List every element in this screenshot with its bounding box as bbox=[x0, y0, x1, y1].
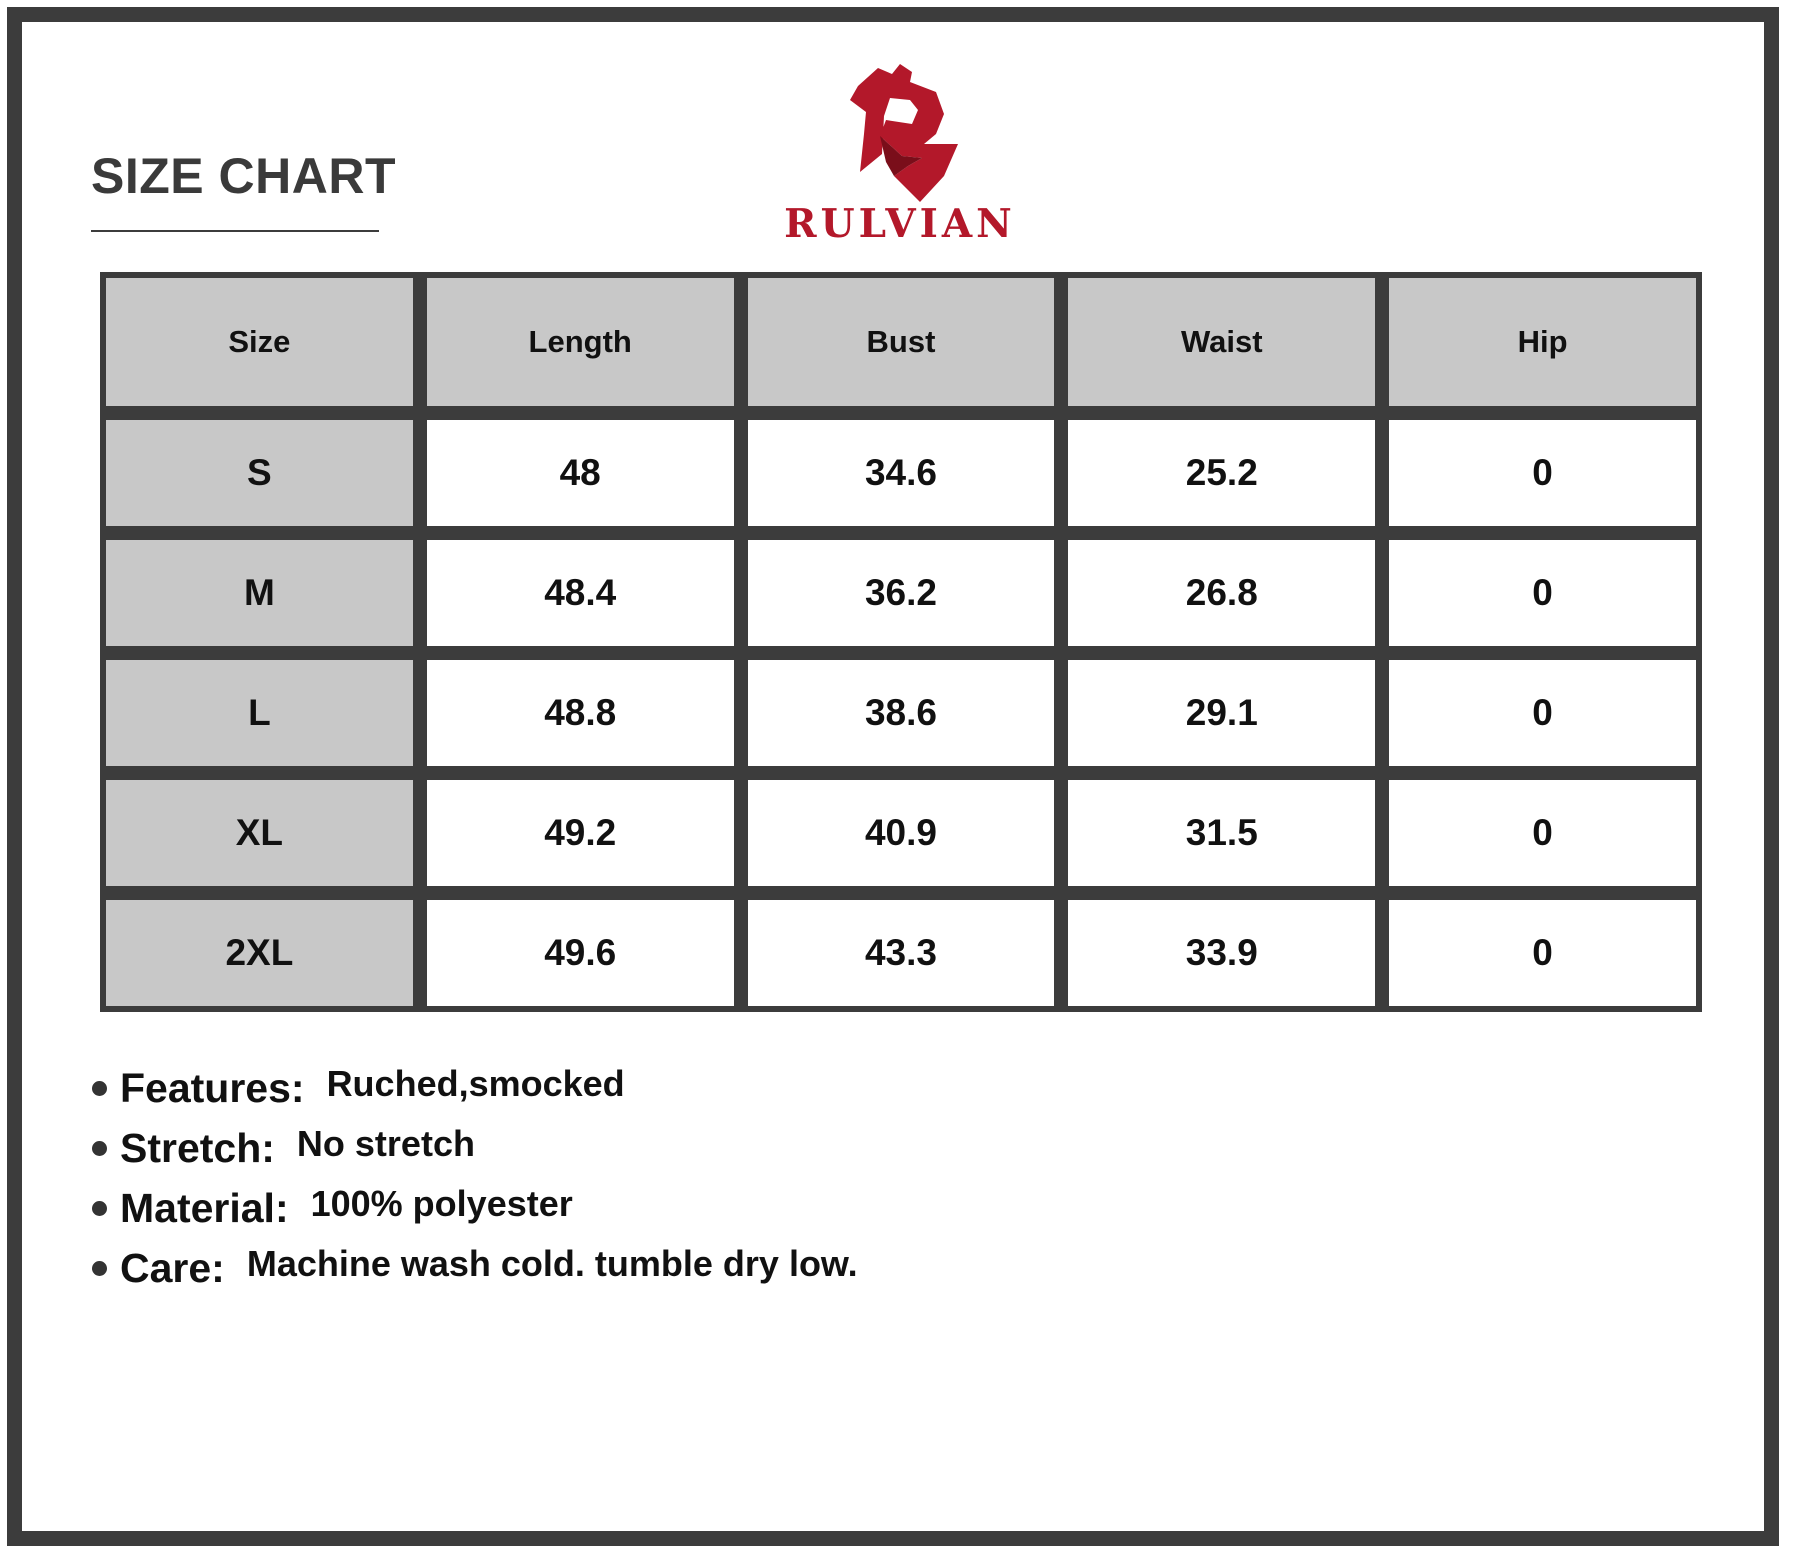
table-cell-bust: 40.9 bbox=[748, 780, 1055, 886]
table-cell-size: XL bbox=[106, 780, 413, 886]
material-label: Material: bbox=[120, 1184, 289, 1231]
list-item bbox=[90, 1238, 858, 1298]
feature-value: Ruched,smocked bbox=[326, 1063, 625, 1104]
table-cell-length: 49.6 bbox=[427, 900, 734, 1006]
table-cell-hip: 0 bbox=[1389, 540, 1696, 646]
size-table bbox=[100, 272, 1702, 1012]
column-header-length: Length bbox=[427, 278, 734, 406]
table-cell-size: S bbox=[106, 420, 413, 526]
bullet-icon bbox=[92, 1201, 107, 1216]
table-cell-size: 2XL bbox=[106, 900, 413, 1006]
table-cell-hip: 0 bbox=[1389, 660, 1696, 766]
column-header-waist: Waist bbox=[1068, 278, 1375, 406]
bullet-icon bbox=[92, 1141, 107, 1156]
table-cell-waist: 29.1 bbox=[1068, 660, 1375, 766]
bullet-icon bbox=[92, 1081, 107, 1096]
column-header-hip: Hip bbox=[1389, 278, 1696, 406]
bullet-icon bbox=[92, 1261, 107, 1276]
table-cell-bust: 38.6 bbox=[748, 660, 1055, 766]
column-header-size: Size bbox=[106, 278, 413, 406]
stretch-label: Stretch: bbox=[120, 1124, 275, 1171]
table-cell-length: 49.2 bbox=[427, 780, 734, 886]
table-cell-length: 48.4 bbox=[427, 540, 734, 646]
table-cell-size: L bbox=[106, 660, 413, 766]
list-item bbox=[90, 1178, 858, 1238]
column-header-bust: Bust bbox=[748, 278, 1055, 406]
table-cell-bust: 43.3 bbox=[748, 900, 1055, 1006]
stretch-value: No stretch bbox=[296, 1123, 475, 1164]
care-label: Care: bbox=[120, 1244, 225, 1291]
rulvian-r-logo-icon bbox=[840, 64, 970, 204]
feature-list bbox=[90, 1058, 858, 1298]
brand-logo bbox=[780, 64, 1030, 254]
list-item bbox=[90, 1118, 858, 1178]
brand-name: RULVIAN bbox=[784, 201, 1016, 247]
table-cell-hip: 0 bbox=[1389, 780, 1696, 886]
table-cell-length: 48.8 bbox=[427, 660, 734, 766]
table-cell-length: 48 bbox=[427, 420, 734, 526]
table-cell-bust: 34.6 bbox=[748, 420, 1055, 526]
table-cell-bust: 36.2 bbox=[748, 540, 1055, 646]
feature-label: Features: bbox=[120, 1064, 305, 1111]
care-value: Machine wash cold. tumble dry low. bbox=[246, 1243, 858, 1284]
table-cell-waist: 33.9 bbox=[1068, 900, 1375, 1006]
list-item bbox=[90, 1058, 858, 1118]
material-value: 100% polyester bbox=[310, 1183, 573, 1224]
table-cell-hip: 0 bbox=[1389, 900, 1696, 1006]
table-cell-waist: 25.2 bbox=[1068, 420, 1375, 526]
table-cell-hip: 0 bbox=[1389, 420, 1696, 526]
table-cell-waist: 26.8 bbox=[1068, 540, 1375, 646]
page-title: SIZE CHART bbox=[91, 148, 396, 204]
table-cell-size: M bbox=[106, 540, 413, 646]
table-cell-waist: 31.5 bbox=[1068, 780, 1375, 886]
title-underline bbox=[91, 230, 379, 232]
